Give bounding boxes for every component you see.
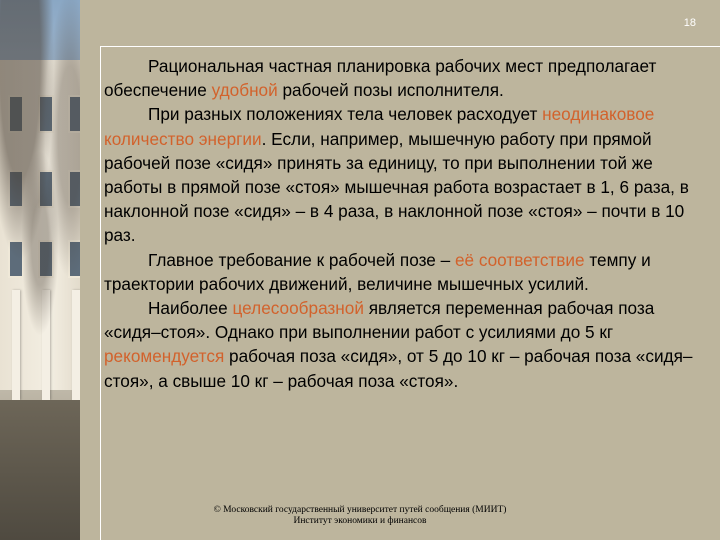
text-segment: . Если, например, мышечную работу при прямой рабочей позе «сидя» принять за единицу, то при выполнении той же работы в прямой позе «стоя» мышечная работа возрастает в 1, 6 раза, в наклонной позе «сидя» – в 4 раза, в наклонной позе «стоя» – почти в 10 раз. <box>104 128 689 246</box>
slide-body-text <box>104 54 704 393</box>
text-segment: При разных положениях тела человек расходует <box>148 104 543 125</box>
highlighted-text: её соответствие <box>454 249 585 270</box>
paragraph <box>104 54 704 102</box>
paragraph <box>104 296 704 393</box>
text-segment: Главное требование к рабочей позе – <box>148 249 455 270</box>
paragraph <box>104 248 704 296</box>
text-segment: является переменная рабочая поза «сидя–стоя». Однако при выполнении работ с усилиями до 5 кг <box>104 298 655 343</box>
text-segment: темпу и траектории рабочих движений, величине мышечных усилий. <box>104 249 651 294</box>
footer-institute: Институт экономики и финансов <box>293 516 427 526</box>
highlighted-text: рекомендуется <box>104 346 225 367</box>
footer-copyright: © Московский государственный университет путей сообщения (МИИТ) <box>213 505 507 515</box>
highlighted-text: целесообразной <box>232 298 364 319</box>
text-segment: Наиболее <box>148 298 233 319</box>
top-rule <box>100 46 720 47</box>
footer <box>100 505 620 527</box>
text-segment: рабочей позы исполнителя. <box>277 80 504 101</box>
left-rule <box>100 46 101 540</box>
text-segment: рабочая поза «сидя», от 5 до 10 кг – рабочая поза «сидя–стоя», а свыше 10 кг – рабочая поза «стоя». <box>104 346 693 391</box>
highlighted-text: удобной <box>211 80 278 101</box>
text-segment: Рациональная частная планировка рабочих мест предполагает обеспечение <box>104 56 657 101</box>
highlighted-text: неодинаковое количество энергии <box>104 104 655 149</box>
paragraph <box>104 102 704 247</box>
slide-number: 18 <box>683 17 696 29</box>
